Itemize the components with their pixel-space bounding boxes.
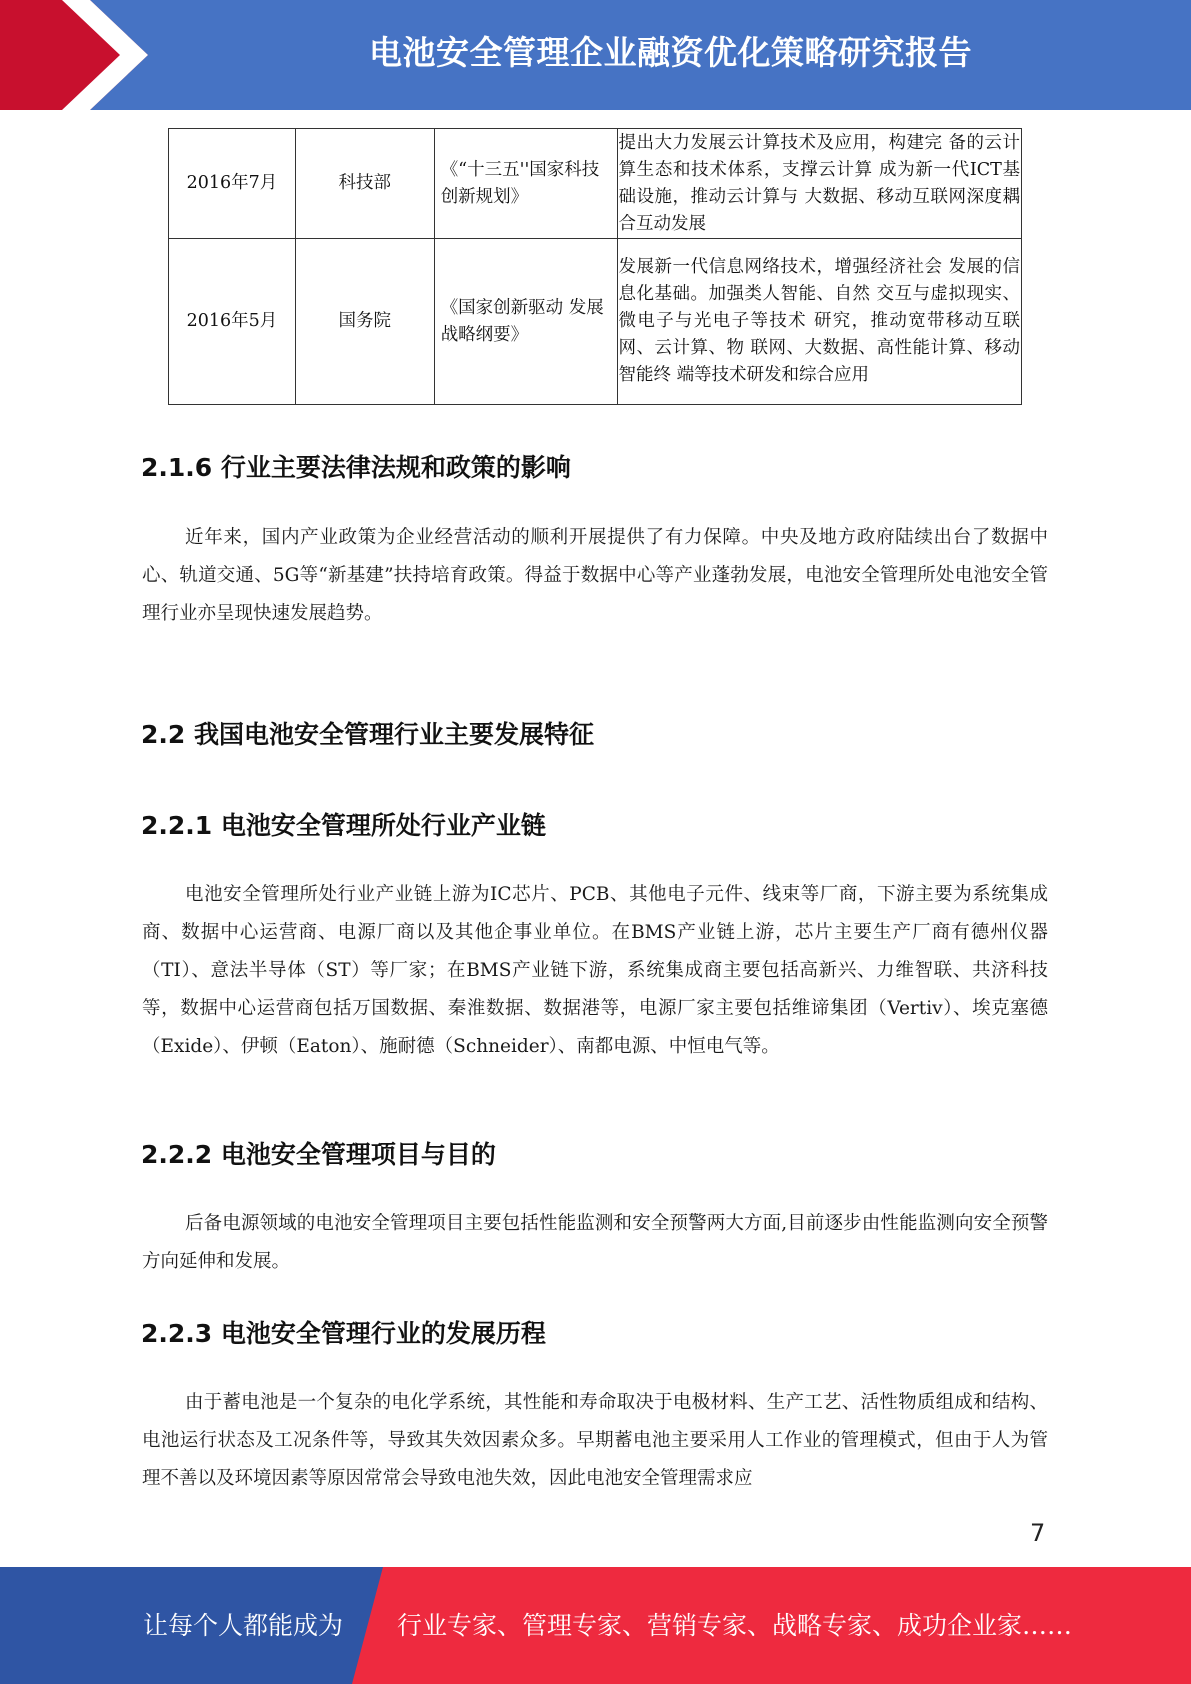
section-paragraph-2-2-2: 后备电源领域的电池安全管理项目主要包括性能监测和安全预警两大方面,目前逐步由性能监测向安全预警方向延伸和发展。 [142,1213,1048,1272]
section-paragraph-2-2-3: 由于蓄电池是一个复杂的电化学系统，其性能和寿命取决于电极材料、生产工艺、活性物质组成和结构、电池运行状态及工况条件等，导致其失效因素众多。早期蓄电池主要采用人工作业的管理模式，但由于人为管理不善以及环境因素等原因常常会导致电池失效，因此电池安全管理需求应 [142,1392,1048,1489]
document-cell: 《国家创新驱动 发展战略纲要》 [434,239,617,405]
page-number: 7 [1030,1519,1046,1547]
description-cell: 提出大力发展云计算技术及应用，构建完 备的云计算生态和技术体系，支撑云计算 成为新一代ICT基础设施，推动云计算与 大数据、移动互联网深度耦合互动发展 [617,129,1022,239]
section-heading-2-2: 2.2 我国电池安全管理行业主要发展特征 [141,720,594,749]
section-heading-2-2-2: 2.2.2 电池安全管理项目与目的 [141,1140,496,1169]
section-heading-2-2-3: 2.2.3 电池安全管理行业的发展历程 [141,1319,546,1348]
policy-table [168,128,1022,405]
footer-slogan-left: 让每个人都能成为 [143,1611,344,1640]
section-heading-2-2-1: 2.2.1 电池安全管理所处行业产业链 [141,811,546,840]
table-row [169,239,1022,405]
date-cell: 2016年5月 [169,239,296,405]
section-heading-2-1-6: 2.1.6 行业主要法律法规和政策的影响 [141,453,571,482]
section-paragraph-2-2-1: 电池安全管理所处行业产业链上游为IC芯片、PCB、其他电子元件、线束等厂商，下游主要为系统集成商、数据中心运营商、电源厂商以及其他企事业单位。在BMS产业链上游，芯片主要生产厂商有德州仪器（TI）、意法半导体（ST）等厂家；在BMS产业链下游，系统集成商主要包括高新兴、力维智联、共济科技等，数据中心运营商包括万国数据、秦淮数据、数据港等，电源厂家主要包括维谛集团（Vertiv）、埃克塞德（Exide）、伊顿（Eaton）、施耐德（Schneider）、南都电源、中恒电气等。 [142,884,1048,1057]
page-footer [0,1567,1191,1684]
page-header [0,0,1191,110]
footer-slogan-right: 行业专家、管理专家、营销专家、战略专家、成功企业家…… [397,1611,1073,1640]
description-cell: 发展新一代信息网络技术，增强经济社会 发展的信息化基础。加强类人智能、自然 交互与虚拟现实、微电子与光电子等技术 研究，推动宽带移动互联网、云计算、物 联网、大数据、高性能计算、移动智能终 端等技术研发和综合应用 [617,239,1022,405]
report-title: 电池安全管理企业融资优化策略研究报告 [369,33,972,72]
department-cell: 国务院 [295,239,434,405]
section-paragraph-2-1-6: 近年来，国内产业政策为企业经营活动的顺利开展提供了有力保障。中央及地方政府陆续出台了数据中心、轨道交通、5G等“新基建”扶持培育政策。得益于数据中心等产业蓬勃发展，电池安全管理所处电池安全管理行业亦呈现快速发展趋势。 [142,527,1048,624]
table-row [169,129,1022,239]
document-cell: 《“十三五''国家科技创新规划》 [434,129,617,239]
date-cell: 2016年7月 [169,129,296,239]
department-cell: 科技部 [295,129,434,239]
